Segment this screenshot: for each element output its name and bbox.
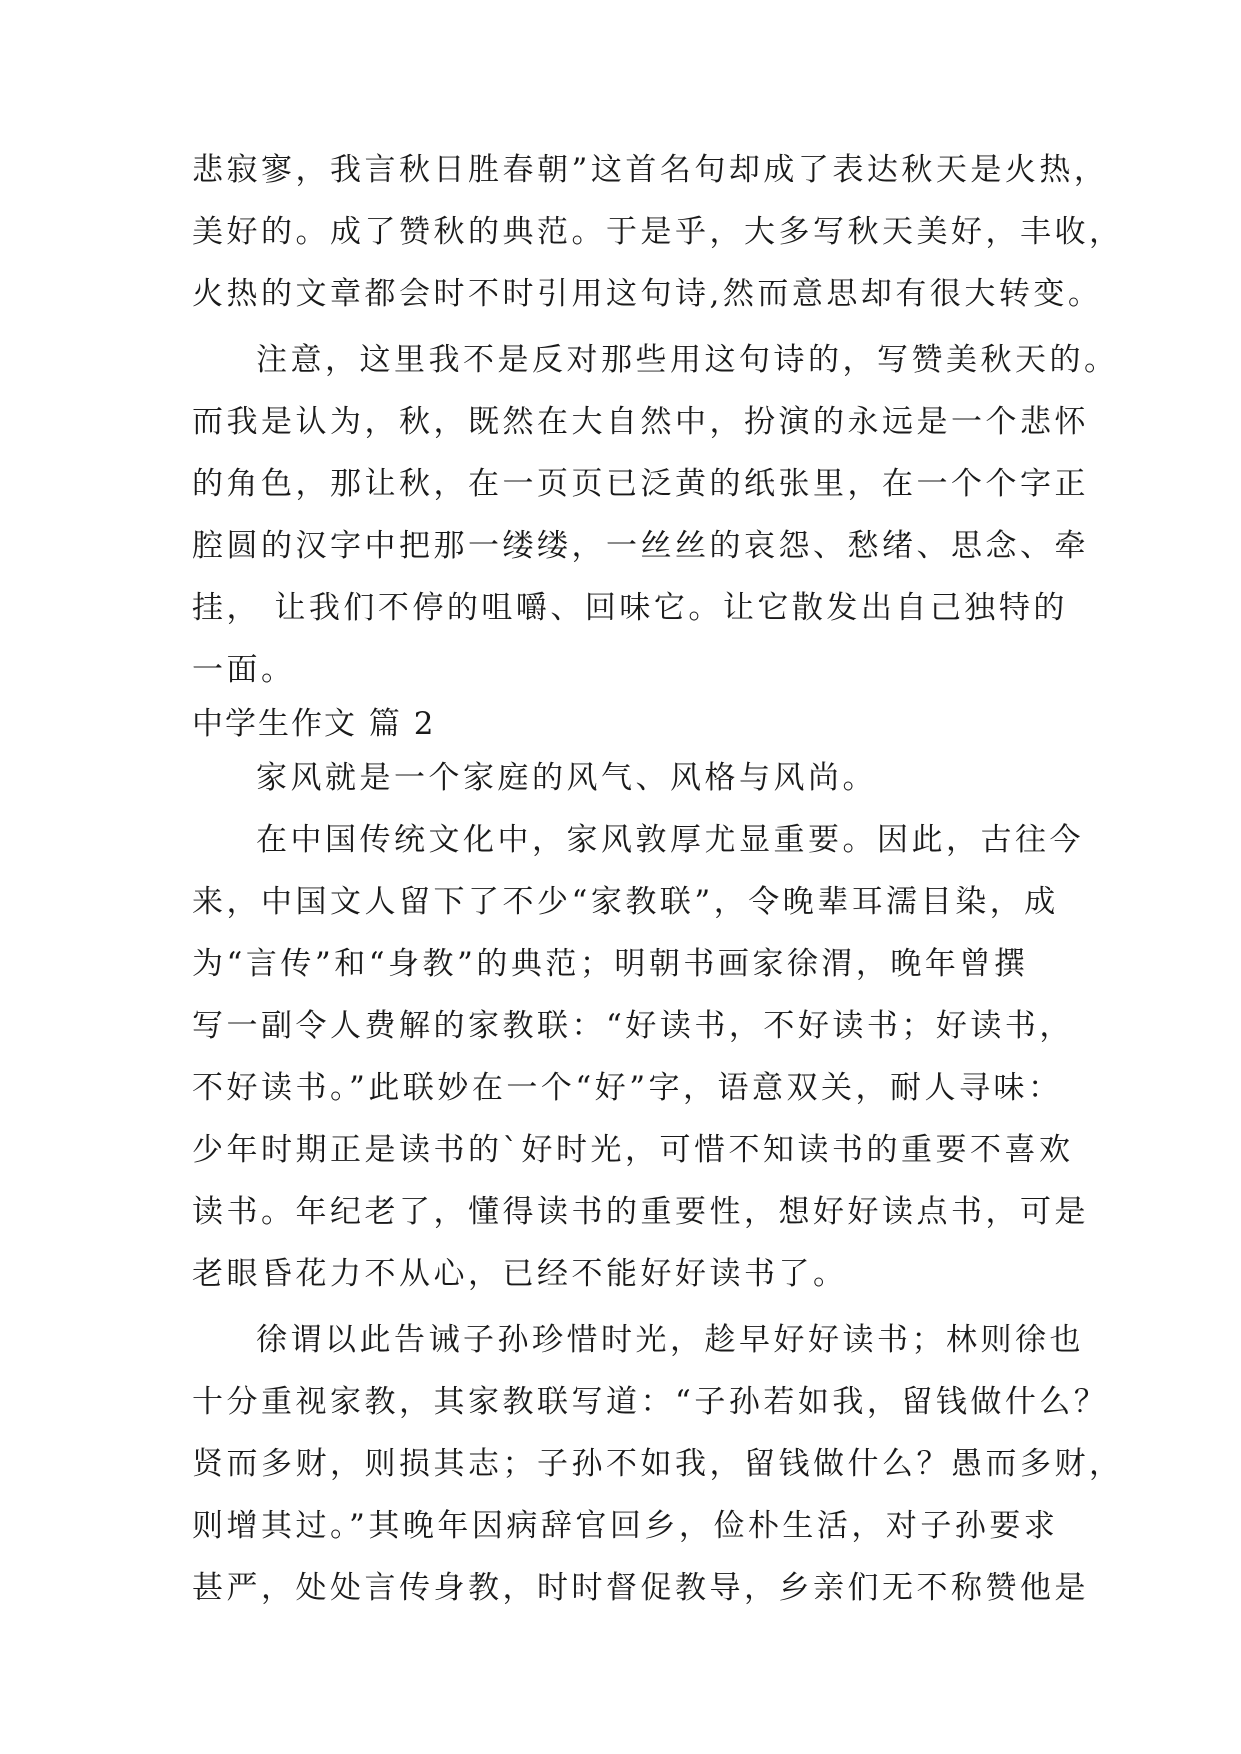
paragraph-line: 而我是认为，秋，既然在大自然中，扮演的永远是一个悲怀 (192, 404, 1089, 440)
paragraph-line: 美好的。成了赞秋的典范。于是乎，大多写秋天美好，丰收， (192, 214, 1124, 250)
paragraph-line: 少年时期正是读书的`好时光，可惜不知读书的重要不喜欢 (192, 1132, 1074, 1168)
paragraph-line: 在中国传统文化中，家风敦厚尤显重要。因此，古往今 (256, 822, 1084, 858)
paragraph-line: 的角色，那让秋，在一页页已泛黄的纸张里，在一个个字正 (192, 466, 1089, 502)
paragraph-line: 不好读书。”此联妙在一个“好”字，语意双关，耐人寻味： (192, 1070, 1063, 1106)
paragraph-line: 家风就是一个家庭的风气、风格与风尚。 (256, 760, 877, 796)
paragraph-line: 悲寂寥，我言秋日胜春朝”这首名句却成了表达秋天是火热， (192, 152, 1109, 188)
paragraph-line: 来，中国文人留下了不少“家教联”，令晚辈耳濡目染，成 (192, 884, 1059, 920)
paragraph-line: 读书。年纪老了，懂得读书的重要性，想好好读点书，可是 (192, 1194, 1089, 1230)
paragraph-line: 一面。 (192, 652, 296, 688)
paragraph-line: 老眼昏花力不从心，已经不能好好读书了。 (192, 1256, 848, 1292)
paragraph-line: 十分重视家教，其家教联写道：“子孙若如我，留钱做什么？ (192, 1384, 1109, 1420)
paragraph-line: 则增其过。”其晚年因病辞官回乡，俭朴生活，对子孙要求 (192, 1508, 1059, 1544)
section-heading: 中学生作文 篇 2 (192, 706, 436, 742)
paragraph-line: 火热的文章都会时不时引用这句诗,然而意思却有很大转变。 (192, 276, 1103, 312)
paragraph-line: 贤而多财，则损其志；子孙不如我，留钱做什么？愚而多财， (192, 1446, 1124, 1482)
paragraph-line: 甚严，处处言传身教，时时督促教导，乡亲们无不称赞他是 (192, 1570, 1089, 1606)
paragraph-line: 写一副令人费解的家教联：“好读书，不好读书；好读书， (192, 1008, 1074, 1044)
paragraph-line: 为“言传”和“身教”的典范；明朝书画家徐渭，晚年曾撰 (192, 946, 1029, 982)
paragraph-line: 腔圆的汉字中把那一缕缕，一丝丝的哀怨、愁绪、思念、牵 (192, 528, 1089, 564)
paragraph-line: 注意，这里我不是反对那些用这句诗的，写赞美秋天的。 (256, 342, 1119, 378)
paragraph-line: 挂， 让我们不停的咀嚼、回味它。让它散发出自己独特的 (192, 590, 1068, 626)
paragraph-line: 徐谓以此告诫子孙珍惜时光，趁早好好读书；林则徐也 (256, 1322, 1084, 1358)
